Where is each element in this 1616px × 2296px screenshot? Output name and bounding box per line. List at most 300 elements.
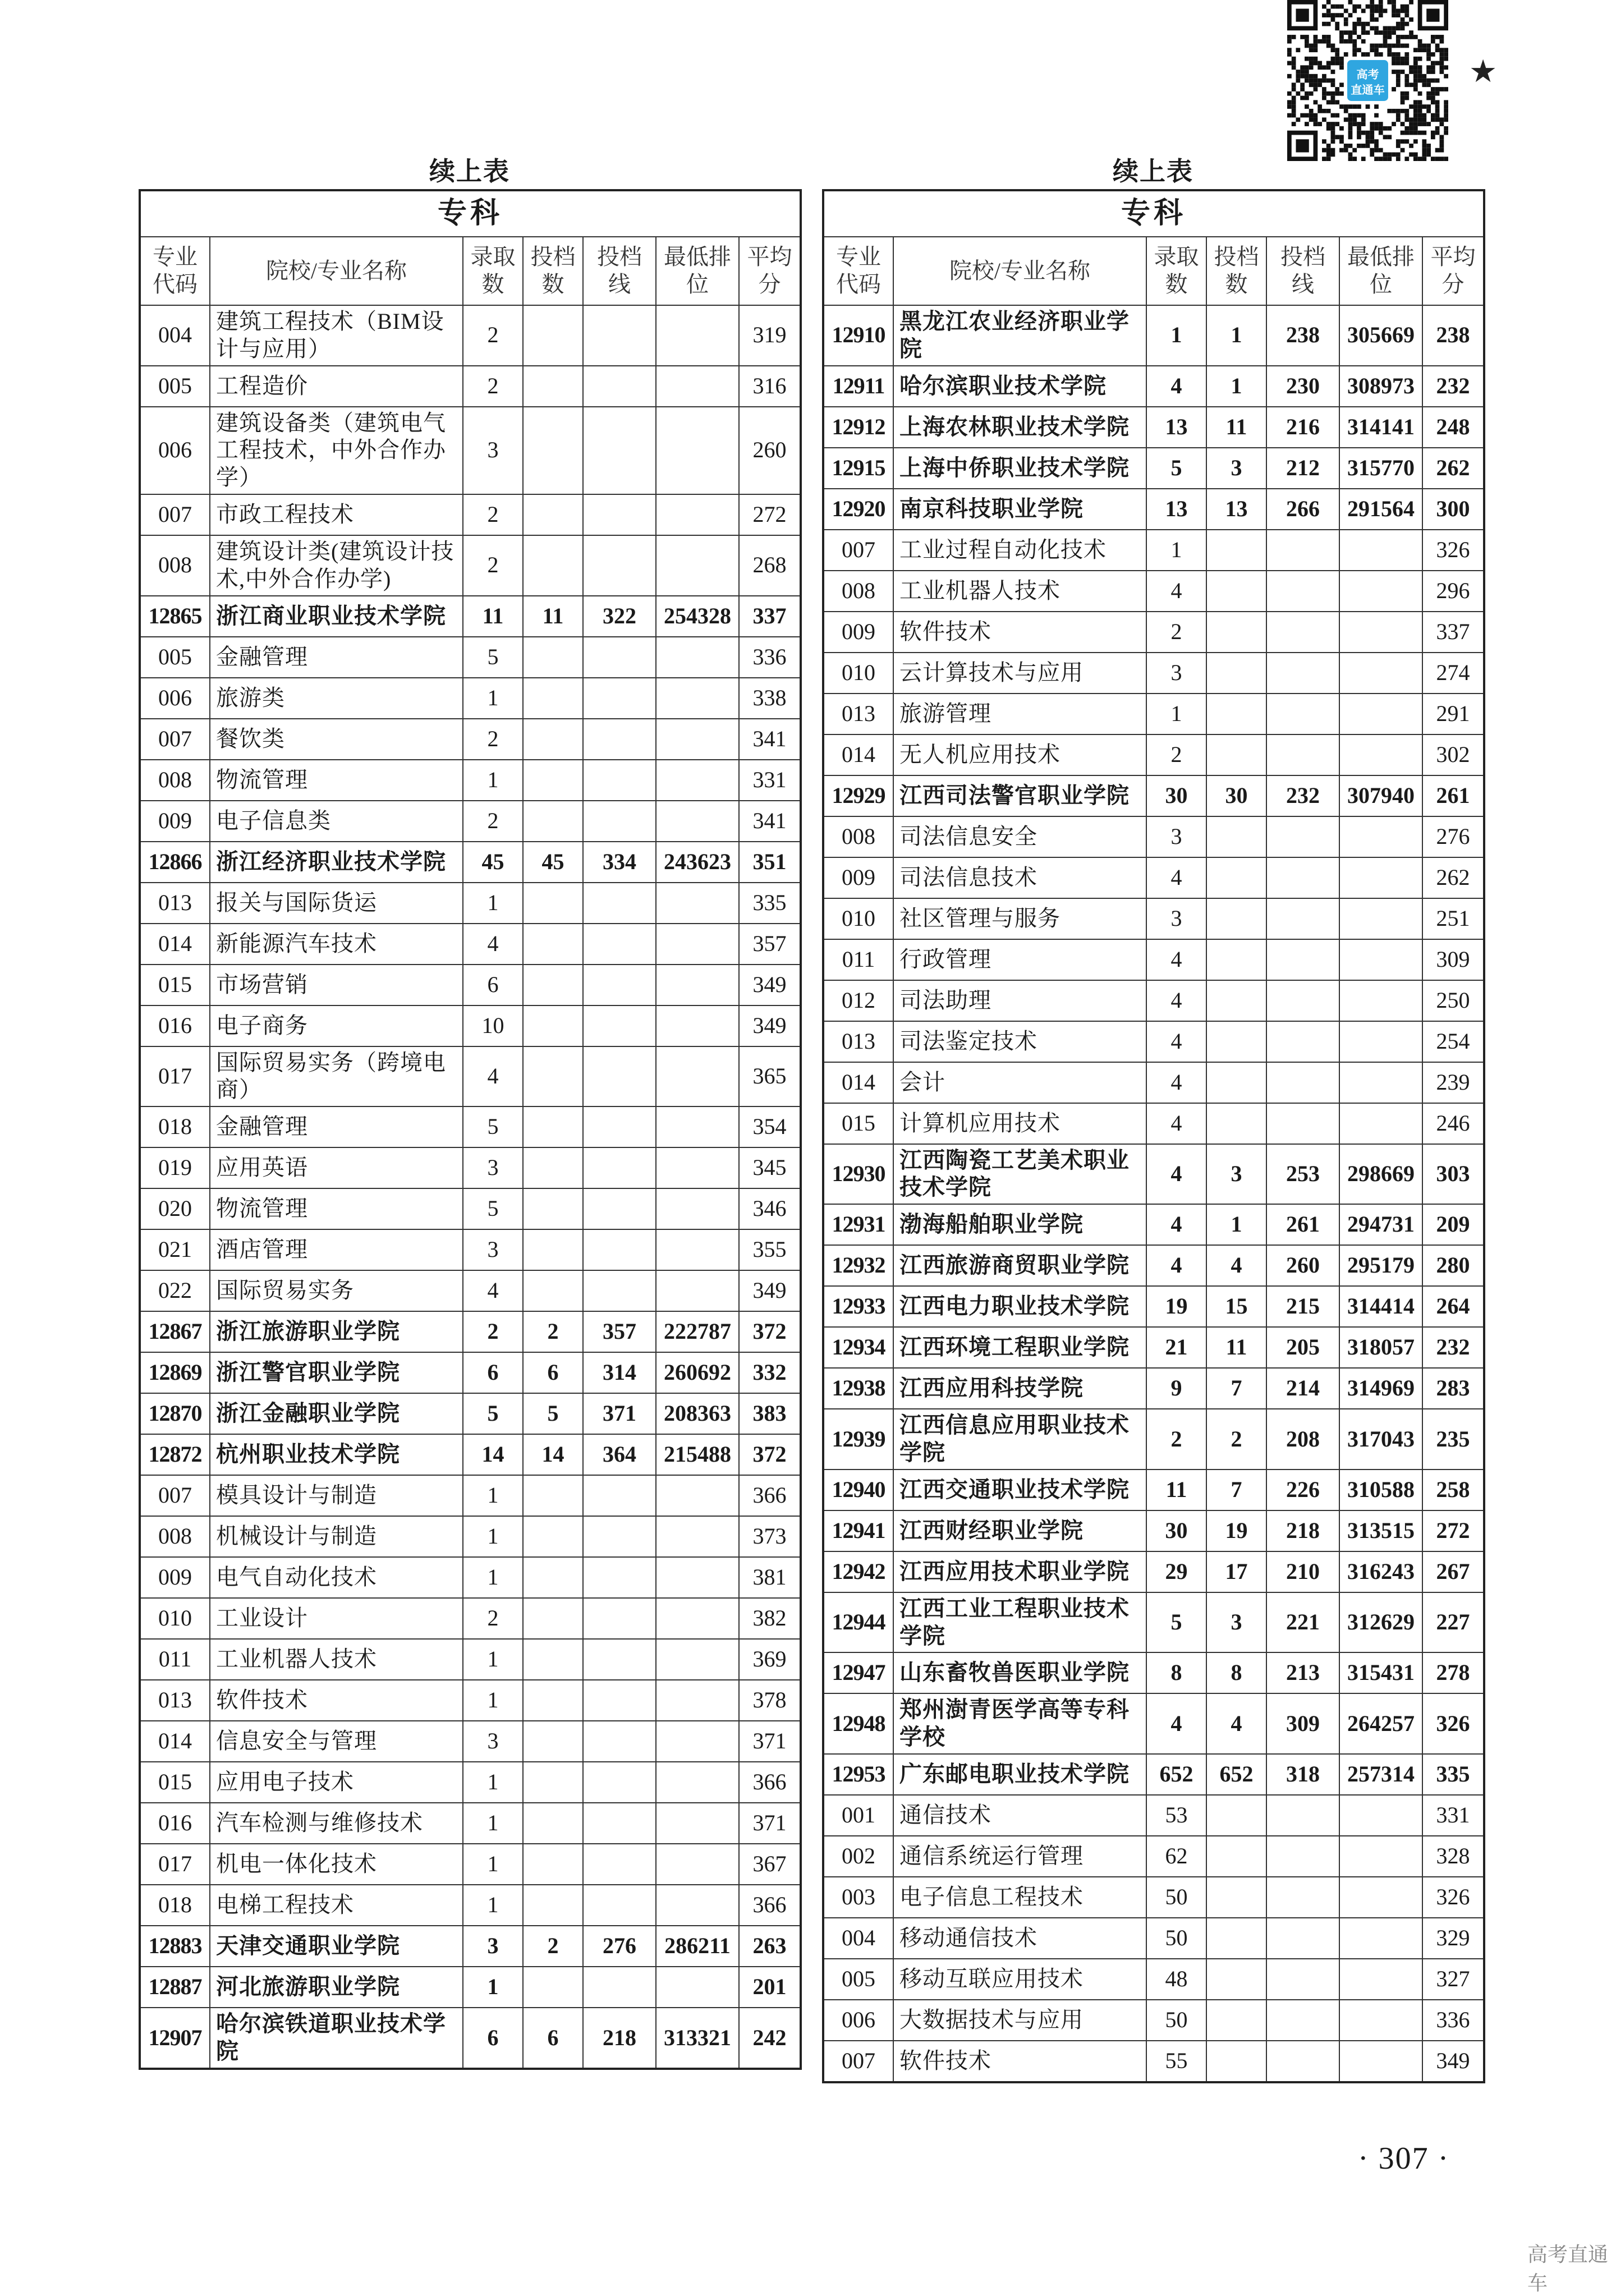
cell-cutoff [583, 1516, 656, 1557]
cell-code: 007 [140, 494, 210, 535]
cell-filed [1206, 612, 1266, 653]
cell-avg-score: 331 [739, 760, 801, 801]
cell-name: 电梯工程技术 [210, 1885, 463, 1926]
cell-code: 004 [140, 305, 210, 366]
cell-avg-score: 382 [739, 1598, 801, 1639]
cell-name: 南京科技职业学院 [893, 489, 1146, 530]
cell-name: 电气自动化技术 [210, 1557, 463, 1598]
cell-cutoff [583, 1639, 656, 1680]
cell-min-rank [656, 1762, 739, 1803]
cell-filed [523, 1803, 583, 1844]
cell-avg-score: 336 [739, 637, 801, 678]
cell-admitted: 3 [463, 1926, 523, 1967]
cell-avg-score: 274 [1422, 653, 1484, 694]
cell-name: 江西司法警官职业学院 [893, 775, 1146, 816]
cell-code: 12872 [140, 1434, 210, 1475]
left-table-block [139, 154, 801, 2070]
cell-code: 12941 [823, 1510, 893, 1551]
major-row [140, 1270, 801, 1311]
cell-admitted: 2 [463, 494, 523, 535]
cell-cutoff [583, 1046, 656, 1107]
cell-admitted: 62 [1146, 1836, 1206, 1877]
cell-filed [523, 678, 583, 719]
major-row [140, 366, 801, 407]
cell-admitted: 4 [1146, 366, 1206, 407]
cell-avg-score: 332 [739, 1352, 801, 1393]
cell-filed [523, 1721, 583, 1762]
section-title: 专科 [823, 190, 1484, 237]
cell-admitted: 1 [463, 1516, 523, 1557]
cell-min-rank [656, 407, 739, 494]
major-row [140, 1721, 801, 1762]
cell-admitted: 1 [463, 1967, 523, 2008]
major-row [140, 1046, 801, 1107]
cell-name: 江西旅游商贸职业学院 [893, 1245, 1146, 1286]
cell-code: 12867 [140, 1311, 210, 1352]
cell-name: 移动通信技术 [893, 1918, 1146, 1959]
cell-avg-score: 371 [739, 1721, 801, 1762]
cell-filed [523, 1557, 583, 1598]
cell-avg-score: 264 [1422, 1286, 1484, 1327]
cell-avg-score: 336 [1422, 2000, 1484, 2041]
cell-min-rank: 315770 [1339, 448, 1422, 489]
cell-filed [523, 1762, 583, 1803]
cell-filed [523, 1639, 583, 1680]
cell-name: 大数据技术与应用 [893, 2000, 1146, 2041]
cell-min-rank [1339, 612, 1422, 653]
cell-code: 015 [823, 1103, 893, 1144]
cell-min-rank [656, 965, 739, 1005]
cell-code: 12920 [823, 489, 893, 530]
cell-cutoff [1266, 898, 1339, 939]
continued-label: 续上表 [1113, 157, 1193, 186]
cell-filed [1206, 694, 1266, 734]
cell-code: 12944 [823, 1592, 893, 1653]
cell-avg-score: 326 [1422, 1693, 1484, 1754]
cell-code: 12940 [823, 1470, 893, 1510]
cell-min-rank [656, 1844, 739, 1885]
cell-filed: 1 [1206, 305, 1266, 366]
cell-code: 009 [823, 857, 893, 898]
cell-cutoff: 205 [1266, 1327, 1339, 1368]
cell-filed: 3 [1206, 1144, 1266, 1205]
major-row [823, 1103, 1484, 1144]
school-row [823, 1144, 1484, 1205]
school-row [823, 1652, 1484, 1693]
cell-avg-score: 341 [739, 719, 801, 760]
cell-avg-score: 366 [739, 1885, 801, 1926]
column-header-cutoff: 投档线 [1266, 237, 1339, 305]
major-row [140, 1680, 801, 1721]
cell-admitted: 9 [1146, 1368, 1206, 1409]
column-header-admitted: 录取数 [1146, 237, 1206, 305]
major-row [823, 653, 1484, 694]
cell-name: 工程造价 [210, 366, 463, 407]
cell-min-rank [656, 883, 739, 924]
school-row [823, 366, 1484, 407]
cell-admitted: 5 [463, 1188, 523, 1229]
right-table-block [822, 154, 1484, 2083]
cell-min-rank: 295179 [1339, 1245, 1422, 1286]
cell-name: 渤海船舶职业学院 [893, 1204, 1146, 1245]
cell-code: 006 [823, 2000, 893, 2041]
cell-admitted: 2 [463, 1598, 523, 1639]
cell-filed [1206, 1795, 1266, 1836]
cell-admitted: 1 [463, 1639, 523, 1680]
cell-avg-score: 369 [739, 1639, 801, 1680]
cell-name: 物流管理 [210, 1188, 463, 1229]
major-row [823, 734, 1484, 775]
cell-min-rank: 298669 [1339, 1144, 1422, 1205]
qr-finder [1426, 9, 1439, 22]
svg-text:直通车: 直通车 [1351, 84, 1385, 97]
cell-admitted: 6 [463, 2008, 523, 2069]
cell-min-rank: 260692 [656, 1352, 739, 1393]
cell-min-rank [1339, 1103, 1422, 1144]
cell-avg-score: 235 [1422, 1409, 1484, 1470]
cell-code: 015 [140, 965, 210, 1005]
cell-admitted: 21 [1146, 1327, 1206, 1368]
cell-name: 计算机应用技术 [893, 1103, 1146, 1144]
cell-avg-score: 349 [739, 1005, 801, 1046]
cell-code: 006 [140, 678, 210, 719]
cell-admitted: 6 [463, 965, 523, 1005]
cell-min-rank: 257314 [1339, 1754, 1422, 1795]
cell-filed [1206, 939, 1266, 980]
cell-min-rank: 318057 [1339, 1327, 1422, 1368]
cell-filed: 2 [1206, 1409, 1266, 1470]
cell-admitted: 45 [463, 842, 523, 883]
cell-cutoff [583, 1005, 656, 1046]
cell-cutoff: 322 [583, 596, 656, 637]
cell-min-rank [656, 535, 739, 596]
cell-avg-score: 383 [739, 1393, 801, 1434]
cell-name: 司法信息安全 [893, 816, 1146, 857]
column-header-avg-score: 平均分 [1422, 237, 1484, 305]
cell-filed: 15 [1206, 1286, 1266, 1327]
cell-cutoff [1266, 694, 1339, 734]
cell-filed: 3 [1206, 448, 1266, 489]
cell-code: 12933 [823, 1286, 893, 1327]
cell-name: 报关与国际货运 [210, 883, 463, 924]
cell-filed: 19 [1206, 1510, 1266, 1551]
school-row [823, 489, 1484, 530]
cell-min-rank [1339, 816, 1422, 857]
major-row [140, 1229, 801, 1270]
cell-cutoff: 371 [583, 1393, 656, 1434]
cell-min-rank [656, 1005, 739, 1046]
cell-min-rank [656, 366, 739, 407]
cell-min-rank [656, 1803, 739, 1844]
cell-code: 12887 [140, 1967, 210, 2008]
cell-cutoff [583, 801, 656, 842]
major-row [140, 1106, 801, 1147]
cell-cutoff [583, 535, 656, 596]
cell-code: 011 [140, 1639, 210, 1680]
cell-avg-score: 381 [739, 1557, 801, 1598]
cell-min-rank [656, 1270, 739, 1311]
cell-code: 12883 [140, 1926, 210, 1967]
cell-admitted: 4 [1146, 1144, 1206, 1205]
cell-name: 机械设计与制造 [210, 1516, 463, 1557]
cell-code: 008 [140, 760, 210, 801]
cell-filed [523, 883, 583, 924]
major-row [140, 305, 801, 366]
cell-code: 12938 [823, 1368, 893, 1409]
cell-admitted: 3 [1146, 816, 1206, 857]
cell-name: 新能源汽车技术 [210, 924, 463, 965]
cell-code: 012 [823, 980, 893, 1021]
cell-avg-score: 254 [1422, 1021, 1484, 1062]
cell-name: 机电一体化技术 [210, 1844, 463, 1885]
major-row [140, 1885, 801, 1926]
cell-name: 建筑设备类（建筑电气工程技术，中外合作办学） [210, 407, 463, 494]
cell-admitted: 1 [463, 1762, 523, 1803]
major-row [140, 1844, 801, 1885]
cell-min-rank [1339, 1959, 1422, 2000]
cell-filed [523, 1516, 583, 1557]
cell-avg-score: 302 [1422, 734, 1484, 775]
cell-min-rank [1339, 1795, 1422, 1836]
cell-name: 司法鉴定技术 [893, 1021, 1146, 1062]
cell-avg-score: 278 [1422, 1652, 1484, 1693]
cell-avg-score: 328 [1422, 1836, 1484, 1877]
cell-code: 002 [823, 1836, 893, 1877]
cell-cutoff [1266, 653, 1339, 694]
cell-min-rank: 294731 [1339, 1204, 1422, 1245]
major-row [140, 1803, 801, 1844]
cell-filed: 45 [523, 842, 583, 883]
major-row [140, 801, 801, 842]
cell-avg-score: 239 [1422, 1062, 1484, 1103]
column-header-filed: 投档数 [1206, 237, 1266, 305]
school-row [823, 1409, 1484, 1470]
cell-cutoff: 230 [1266, 366, 1339, 407]
cell-min-rank: 208363 [656, 1393, 739, 1434]
cell-min-rank: 286211 [656, 1926, 739, 1967]
admission-table-right [822, 189, 1485, 2083]
cell-name: 餐饮类 [210, 719, 463, 760]
major-row [140, 535, 801, 596]
section-title: 专科 [140, 190, 801, 237]
cell-filed: 2 [523, 1311, 583, 1352]
cell-name: 江西应用技术职业学院 [893, 1551, 1146, 1592]
cell-admitted: 50 [1146, 1918, 1206, 1959]
cell-avg-score: 209 [1422, 1204, 1484, 1245]
cell-cutoff: 266 [1266, 489, 1339, 530]
cell-min-rank [1339, 939, 1422, 980]
cell-admitted: 3 [463, 1721, 523, 1762]
cell-min-rank [1339, 2041, 1422, 2082]
cell-min-rank [656, 760, 739, 801]
cell-admitted: 2 [1146, 1409, 1206, 1470]
cell-filed [523, 1188, 583, 1229]
cell-code: 017 [140, 1046, 210, 1107]
column-header-avg-score: 平均分 [739, 237, 801, 305]
cell-filed [523, 407, 583, 494]
cell-filed: 1 [1206, 1204, 1266, 1245]
cell-filed [523, 305, 583, 366]
cell-code: 12947 [823, 1652, 893, 1693]
cell-admitted: 14 [463, 1434, 523, 1475]
cell-min-rank: 313321 [656, 2008, 739, 2069]
column-header-code: 专业代码 [823, 237, 893, 305]
cell-cutoff [1266, 816, 1339, 857]
cell-code: 12866 [140, 842, 210, 883]
cell-name: 信息安全与管理 [210, 1721, 463, 1762]
cell-filed [523, 1106, 583, 1147]
cell-filed: 6 [523, 1352, 583, 1393]
cell-min-rank [656, 1721, 739, 1762]
major-row [823, 980, 1484, 1021]
cell-filed [1206, 980, 1266, 1021]
cell-min-rank: 310588 [1339, 1470, 1422, 1510]
cell-cutoff: 215 [1266, 1286, 1339, 1327]
cell-name: 建筑设计类(建筑设计技术,中外合作办学) [210, 535, 463, 596]
cell-admitted: 1 [1146, 530, 1206, 571]
cell-cutoff [583, 1475, 656, 1516]
cell-name: 市场营销 [210, 965, 463, 1005]
cell-cutoff [1266, 1836, 1339, 1877]
cell-filed: 13 [1206, 489, 1266, 530]
cell-cutoff [583, 1762, 656, 1803]
cell-admitted: 50 [1146, 1877, 1206, 1918]
column-header-name: 院校/专业名称 [893, 237, 1146, 305]
cell-avg-score: 251 [1422, 898, 1484, 939]
cell-avg-score: 372 [739, 1311, 801, 1352]
cell-avg-score: 346 [739, 1188, 801, 1229]
cell-min-rank [656, 1967, 739, 2008]
cell-cutoff [583, 760, 656, 801]
cell-avg-score: 345 [739, 1147, 801, 1188]
school-row [823, 1510, 1484, 1551]
cell-min-rank [656, 305, 739, 366]
cell-cutoff: 253 [1266, 1144, 1339, 1205]
cell-cutoff [583, 1598, 656, 1639]
cell-min-rank [1339, 1062, 1422, 1103]
cell-code: 005 [823, 1959, 893, 2000]
cell-avg-score: 303 [1422, 1144, 1484, 1205]
major-row [140, 678, 801, 719]
continued-label: 续上表 [429, 157, 510, 186]
major-row [823, 694, 1484, 734]
cell-code: 010 [140, 1598, 210, 1639]
major-row [140, 883, 801, 924]
cell-cutoff: 309 [1266, 1693, 1339, 1754]
cell-avg-score: 327 [1422, 1959, 1484, 2000]
cell-admitted: 2 [463, 305, 523, 366]
cell-cutoff [1266, 612, 1339, 653]
column-header-cutoff: 投档线 [583, 237, 656, 305]
cell-filed [523, 1598, 583, 1639]
cell-filed [523, 637, 583, 678]
cell-code: 12929 [823, 775, 893, 816]
cell-name: 云计算技术与应用 [893, 653, 1146, 694]
cell-code: 12930 [823, 1144, 893, 1205]
cell-name: 国际贸易实务（跨境电商） [210, 1046, 463, 1107]
cell-name: 行政管理 [893, 939, 1146, 980]
cell-avg-score: 338 [739, 678, 801, 719]
cell-avg-score: 335 [739, 883, 801, 924]
cell-avg-score: 355 [739, 1229, 801, 1270]
cell-filed [1206, 1877, 1266, 1918]
cell-admitted: 1 [1146, 694, 1206, 734]
cell-cutoff [583, 1680, 656, 1721]
cell-admitted: 2 [463, 719, 523, 760]
cell-cutoff [1266, 530, 1339, 571]
cell-admitted: 30 [1146, 1510, 1206, 1551]
cell-avg-score: 296 [1422, 571, 1484, 612]
cell-avg-score: 232 [1422, 366, 1484, 407]
cell-admitted: 2 [1146, 734, 1206, 775]
cell-cutoff [583, 678, 656, 719]
cell-admitted: 4 [1146, 1021, 1206, 1062]
school-row [823, 305, 1484, 366]
cell-avg-score: 309 [1422, 939, 1484, 980]
cell-filed: 17 [1206, 1551, 1266, 1592]
cell-code: 12912 [823, 407, 893, 448]
cell-code: 008 [140, 535, 210, 596]
cell-admitted: 1 [463, 1475, 523, 1516]
cell-name: 郑州澍青医学高等专科学校 [893, 1693, 1146, 1754]
cell-name: 应用英语 [210, 1147, 463, 1188]
cell-avg-score: 267 [1422, 1551, 1484, 1592]
cell-filed [1206, 898, 1266, 939]
cell-cutoff [1266, 857, 1339, 898]
major-row [823, 530, 1484, 571]
cell-admitted: 2 [463, 1311, 523, 1352]
cell-filed: 30 [1206, 775, 1266, 816]
svg-text:高考: 高考 [1356, 68, 1379, 81]
column-header-name: 院校/专业名称 [210, 237, 463, 305]
cell-filed: 652 [1206, 1754, 1266, 1795]
cell-avg-score: 300 [1422, 489, 1484, 530]
cell-cutoff: 218 [1266, 1510, 1339, 1551]
cell-min-rank: 264257 [1339, 1693, 1422, 1754]
column-header-filed: 投档数 [523, 237, 583, 305]
cell-admitted: 30 [1146, 775, 1206, 816]
cell-code: 014 [823, 734, 893, 775]
cell-name: 金融管理 [210, 637, 463, 678]
cell-code: 12931 [823, 1204, 893, 1245]
cell-name: 模具设计与制造 [210, 1475, 463, 1516]
cell-avg-score: 248 [1422, 407, 1484, 448]
cell-admitted: 3 [463, 1147, 523, 1188]
cell-name: 软件技术 [893, 2041, 1146, 2082]
major-row [140, 407, 801, 494]
cell-name: 江西环境工程职业学院 [893, 1327, 1146, 1368]
cell-min-rank [656, 719, 739, 760]
major-row [823, 2000, 1484, 2041]
cell-admitted: 1 [463, 760, 523, 801]
school-row [140, 1393, 801, 1434]
cell-admitted: 1 [463, 1844, 523, 1885]
school-row [140, 2008, 801, 2069]
cell-name: 会计 [893, 1062, 1146, 1103]
cell-min-rank [1339, 1918, 1422, 1959]
cell-filed: 11 [1206, 407, 1266, 448]
cell-avg-score: 357 [739, 924, 801, 965]
cell-min-rank: 315431 [1339, 1652, 1422, 1693]
cell-cutoff [583, 407, 656, 494]
cell-name: 江西陶瓷工艺美术职业技术学院 [893, 1144, 1146, 1205]
cell-min-rank: 222787 [656, 1311, 739, 1352]
cell-min-rank [656, 1516, 739, 1557]
cell-cutoff: 218 [583, 2008, 656, 2069]
cell-filed [1206, 653, 1266, 694]
qr-code [1285, 0, 1450, 161]
cell-min-rank: 313515 [1339, 1510, 1422, 1551]
